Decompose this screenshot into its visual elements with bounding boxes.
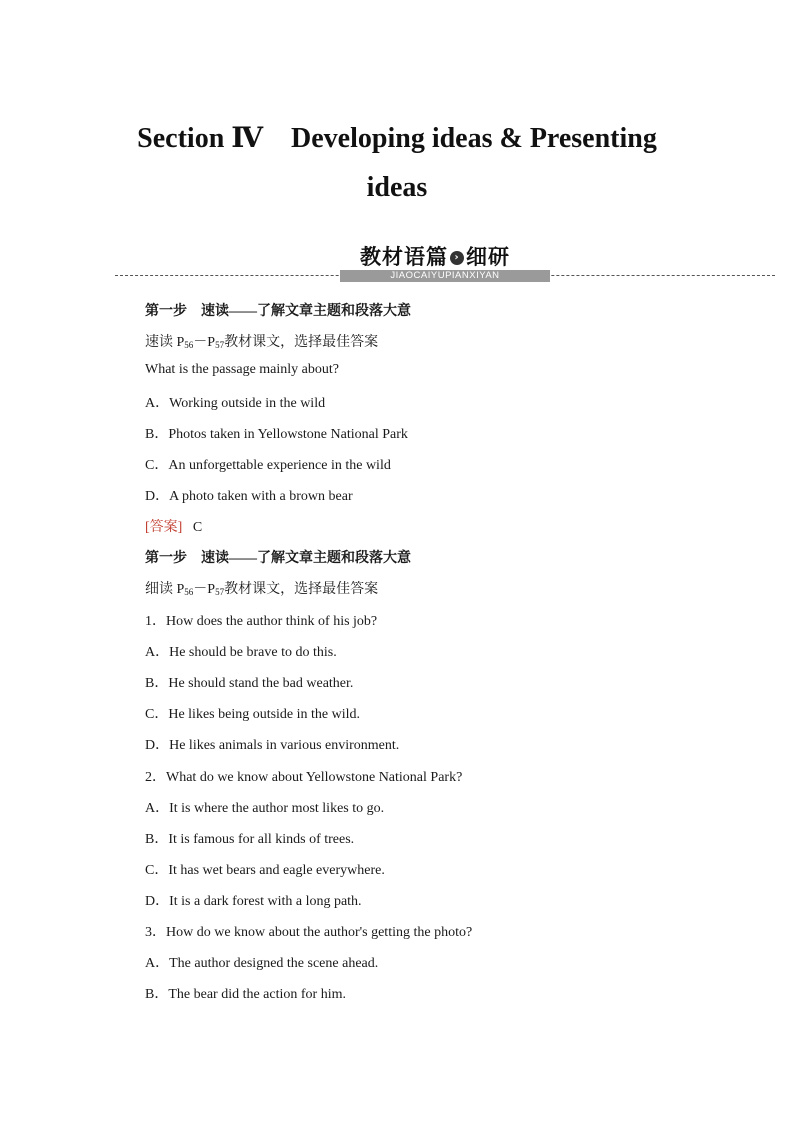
step2-heading: 第一步 速读——了解文章主题和段落大意 bbox=[145, 551, 411, 566]
step1-option-b: B．Photos taken in Yellowstone National Park bbox=[145, 427, 408, 442]
step1-instruction: 速读 $P_{56}-P_{57}$教材课文，选择最佳答案 bbox=[145, 335, 379, 350]
question-3-option-a: A．The author designed the scene ahead. bbox=[145, 956, 379, 971]
question-1-option-b: B．He should stand the bad weather. bbox=[145, 676, 354, 691]
chevron-right-icon: › bbox=[450, 251, 464, 265]
banner-title-left: 教材语篇 bbox=[360, 245, 448, 269]
question-1-option-c: C．He likes being outside in the wild. bbox=[145, 707, 361, 722]
answer-value: C bbox=[192, 520, 203, 535]
question-3: 3．How do we know about the author's getting the photo? bbox=[145, 925, 473, 940]
question-2-option-c: C．It has wet bears and eagle everywhere. bbox=[145, 863, 385, 878]
banner-title-right: 细研 bbox=[466, 245, 510, 269]
section-banner bbox=[340, 241, 550, 283]
banner-pinyin: JIAOCAIYUPIANXIYAN bbox=[340, 270, 550, 282]
step2-instruction: 细读 $P_{56}-P_{57}$教材课文，选择最佳答案 bbox=[145, 582, 379, 597]
step1-answer bbox=[145, 516, 202, 536]
step1-heading: 第一步 速读——了解文章主题和段落大意 bbox=[145, 304, 411, 319]
question-2: 2．What do we know about Yellowstone National Park? bbox=[145, 770, 463, 785]
step1-option-d: D．A photo taken with a brown bear bbox=[145, 489, 353, 504]
step1-option-c: C．An unforgettable experience in the wild bbox=[145, 458, 391, 473]
question-1: 1．How does the author think of his job? bbox=[145, 614, 378, 629]
question-1-option-d: D．He likes animals in various environment. bbox=[145, 738, 400, 753]
step1-option-a: A．Working outside in the wild bbox=[145, 396, 326, 411]
question-2-option-b: B．It is famous for all kinds of trees. bbox=[145, 832, 355, 847]
question-2-option-a: A．It is where the author most likes to go. bbox=[145, 801, 385, 816]
answer-label: [答案] bbox=[145, 520, 183, 535]
banner-title bbox=[360, 241, 510, 271]
step1-question: What is the passage mainly about? bbox=[145, 362, 339, 377]
page-title-line-1: Section Ⅳ Developing ideas & Presenting bbox=[137, 123, 657, 154]
question-1-option-a: A．He should be brave to do this. bbox=[145, 645, 337, 660]
question-2-option-d: D．It is a dark forest with a long path. bbox=[145, 894, 362, 909]
question-3-option-b: B．The bear did the action for him. bbox=[145, 987, 346, 1002]
page-title-line-2: ideas bbox=[366, 172, 428, 203]
